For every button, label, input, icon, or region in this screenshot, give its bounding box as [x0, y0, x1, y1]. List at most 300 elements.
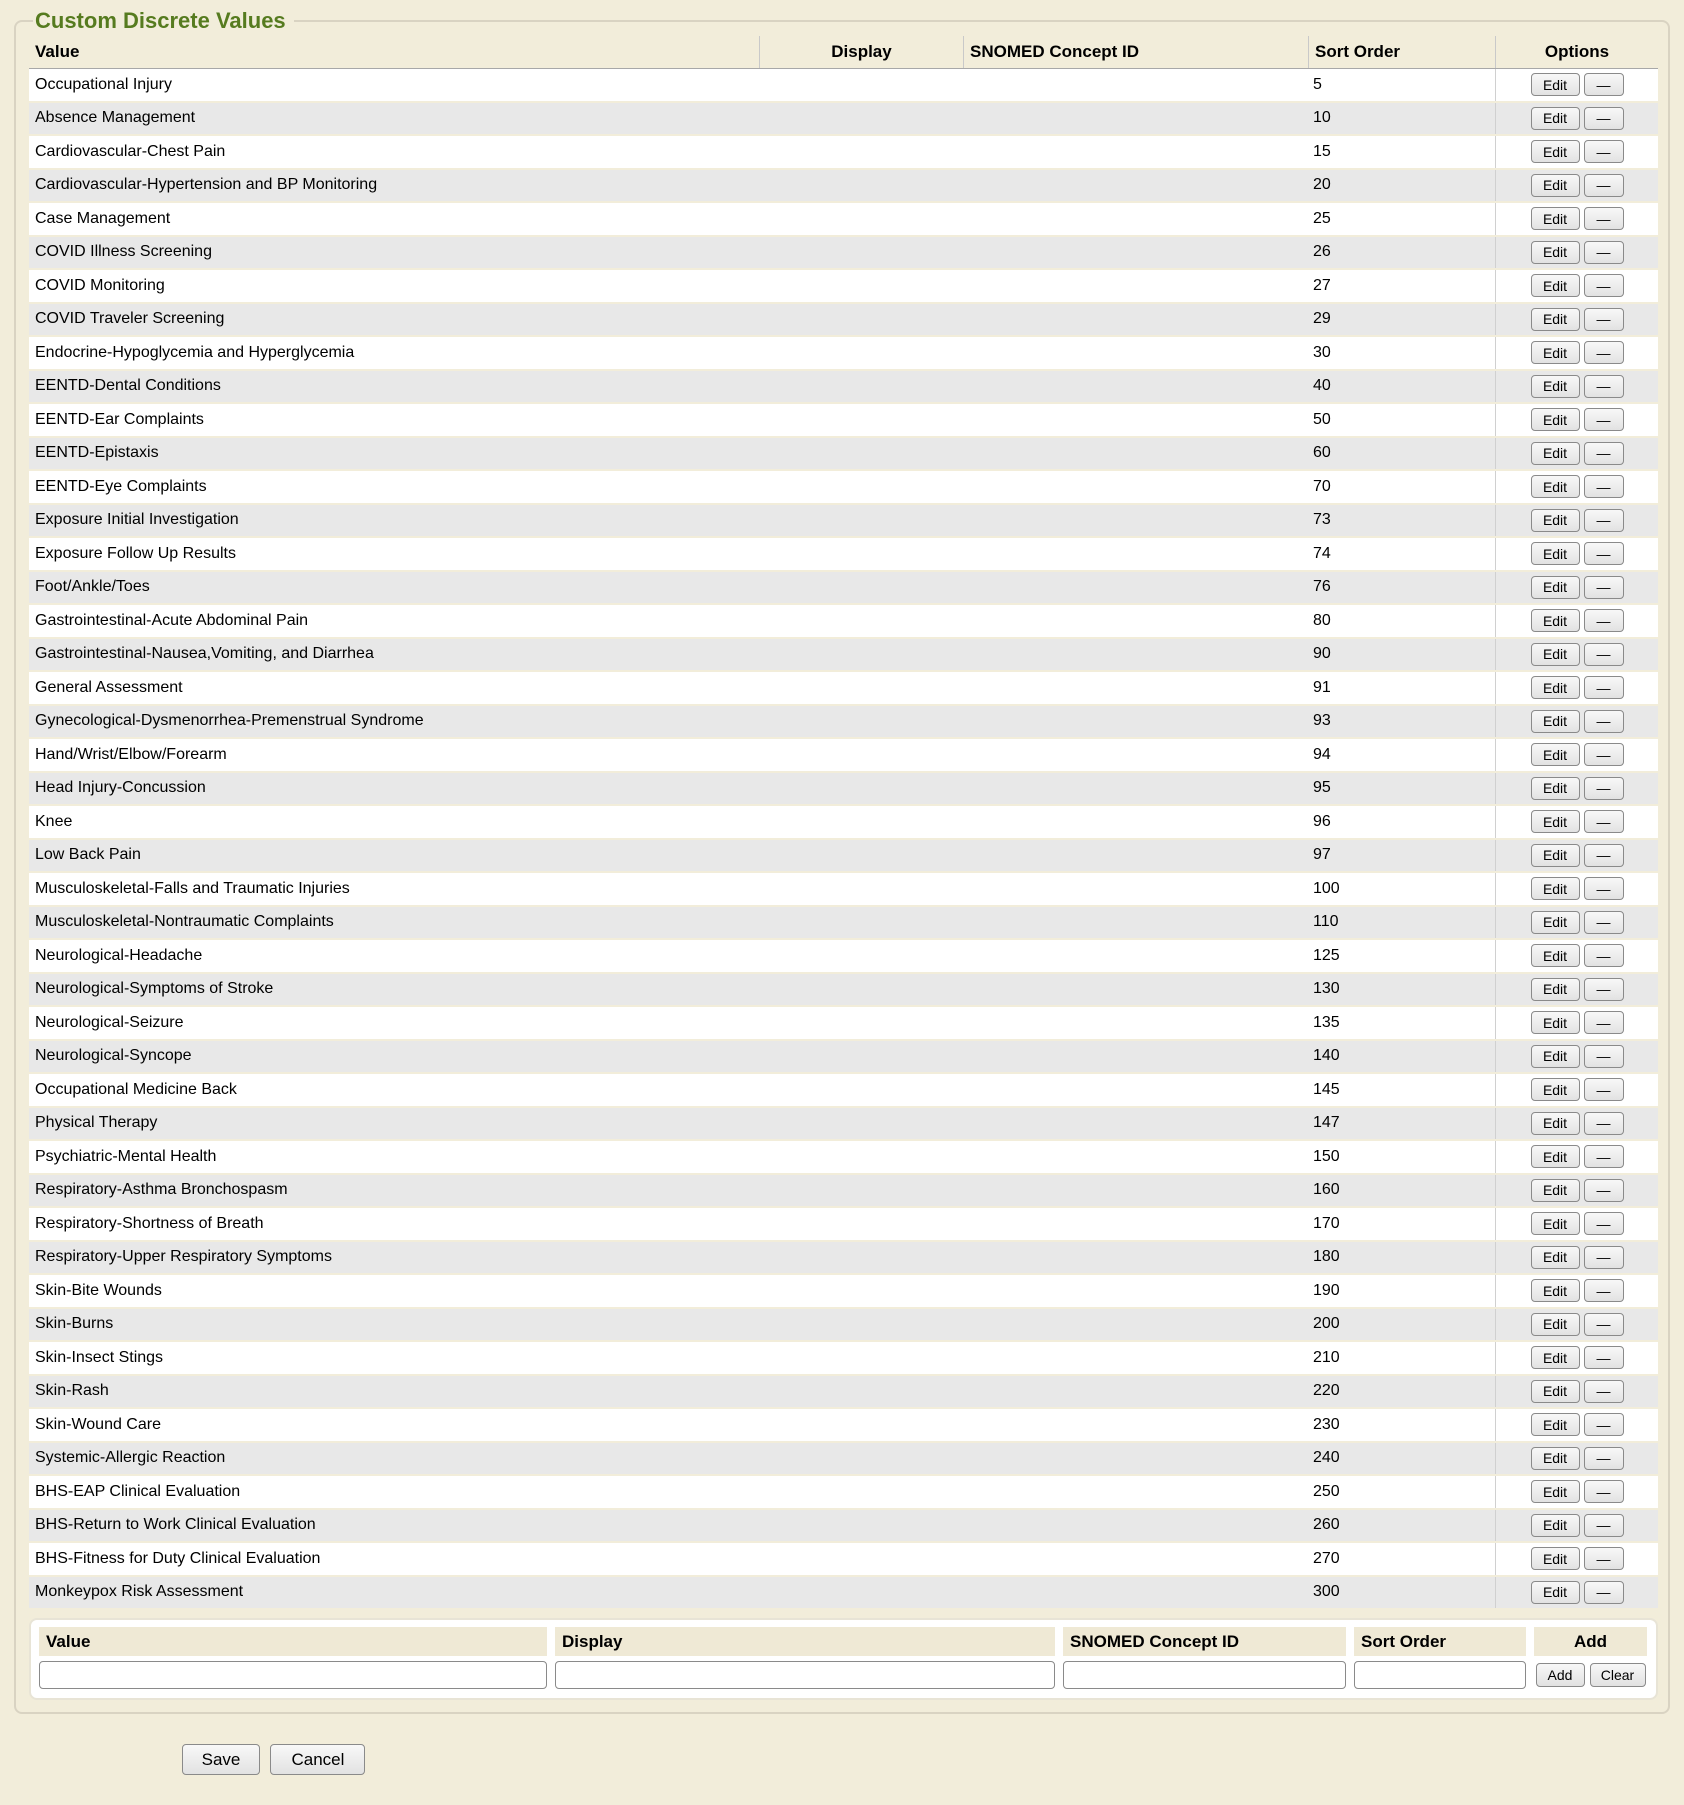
- remove-button[interactable]: —: [1584, 1112, 1624, 1135]
- row-sort-order: 190: [1313, 1281, 1340, 1299]
- edit-button[interactable]: Edit: [1531, 1112, 1580, 1135]
- table-row: [29, 1476, 1658, 1510]
- edit-button[interactable]: Edit: [1531, 911, 1580, 934]
- table-row: [29, 471, 1658, 505]
- add-header-display: Display: [555, 1627, 1055, 1656]
- snomed-concept-id-input[interactable]: [1063, 1661, 1346, 1689]
- remove-button[interactable]: —: [1584, 1346, 1624, 1369]
- table-row: [29, 1577, 1658, 1611]
- row-options: [1495, 1510, 1658, 1542]
- edit-button[interactable]: Edit: [1531, 274, 1580, 297]
- edit-button[interactable]: Edit: [1531, 676, 1580, 699]
- row-sort-order: 73: [1313, 511, 1331, 529]
- table-row: [29, 974, 1658, 1008]
- table-row: [29, 773, 1658, 807]
- row-options: [1495, 371, 1658, 403]
- column-header-sort-order: Sort Order: [1308, 36, 1495, 68]
- row-options: [1495, 1443, 1658, 1475]
- table-row: [29, 639, 1658, 673]
- table-row: [29, 203, 1658, 237]
- row-value: Monkeypox Risk Assessment: [35, 1583, 244, 1601]
- edit-button[interactable]: Edit: [1531, 241, 1580, 264]
- row-options: [1495, 1577, 1658, 1609]
- remove-button[interactable]: —: [1584, 877, 1624, 900]
- remove-button[interactable]: —: [1584, 1380, 1624, 1403]
- row-value: Gastrointestinal-Acute Abdominal Pain: [35, 611, 309, 629]
- row-sort-order: 210: [1313, 1348, 1340, 1366]
- row-sort-order: 130: [1313, 980, 1340, 998]
- edit-button[interactable]: Edit: [1531, 408, 1580, 431]
- edit-button[interactable]: Edit: [1531, 1514, 1580, 1537]
- row-options: [1495, 1543, 1658, 1575]
- row-sort-order: 100: [1313, 879, 1340, 897]
- row-value: COVID Monitoring: [35, 276, 165, 294]
- edit-button[interactable]: Edit: [1531, 73, 1580, 96]
- edit-button[interactable]: Edit: [1531, 576, 1580, 599]
- row-sort-order: 260: [1313, 1516, 1340, 1534]
- row-sort-order: 200: [1313, 1315, 1340, 1333]
- table-row: [29, 605, 1658, 639]
- row-options: [1495, 1342, 1658, 1374]
- remove-button[interactable]: —: [1584, 944, 1624, 967]
- edit-button[interactable]: Edit: [1531, 1078, 1580, 1101]
- column-header-value: Value: [35, 42, 80, 61]
- edit-button[interactable]: Edit: [1531, 308, 1580, 331]
- row-value: COVID Traveler Screening: [35, 310, 225, 328]
- row-options: [1495, 237, 1658, 269]
- add-button[interactable]: Add: [1536, 1663, 1585, 1687]
- row-sort-order: 70: [1313, 477, 1331, 495]
- row-options: [1495, 1141, 1658, 1173]
- row-sort-order: 250: [1313, 1482, 1340, 1500]
- column-header-display: Display: [759, 36, 963, 68]
- row-options: [1495, 505, 1658, 537]
- row-options: [1495, 672, 1658, 704]
- row-options: [1495, 1242, 1658, 1274]
- row-options: [1495, 1175, 1658, 1207]
- remove-button[interactable]: —: [1584, 1279, 1624, 1302]
- remove-button[interactable]: —: [1584, 107, 1624, 130]
- remove-button[interactable]: —: [1584, 1011, 1624, 1034]
- remove-button[interactable]: —: [1584, 140, 1624, 163]
- edit-button[interactable]: Edit: [1531, 609, 1580, 632]
- footer-actions: [182, 1744, 1684, 1775]
- row-sort-order: 76: [1313, 578, 1331, 596]
- row-sort-order: 140: [1313, 1047, 1340, 1065]
- add-header-value: Value: [39, 1627, 547, 1656]
- remove-button[interactable]: —: [1584, 509, 1624, 532]
- row-sort-order: 5: [1313, 75, 1322, 93]
- table-row: [29, 136, 1658, 170]
- table-row: [29, 1007, 1658, 1041]
- table-row: [29, 1309, 1658, 1343]
- edit-button[interactable]: Edit: [1531, 1447, 1580, 1470]
- row-value: Musculoskeletal-Nontraumatic Complaints: [35, 913, 334, 931]
- add-buttons-group: [1534, 1663, 1647, 1687]
- table-row: [29, 940, 1658, 974]
- edit-button[interactable]: Edit: [1531, 375, 1580, 398]
- table-row: [29, 706, 1658, 740]
- row-options: [1495, 337, 1658, 369]
- table-row: [29, 1443, 1658, 1477]
- edit-button[interactable]: Edit: [1531, 1212, 1580, 1235]
- row-sort-order: 94: [1313, 745, 1331, 763]
- sort-order-input[interactable]: [1354, 1661, 1526, 1689]
- row-value: Occupational Medicine Back: [35, 1080, 237, 1098]
- remove-button[interactable]: —: [1584, 643, 1624, 666]
- row-value: Respiratory-Asthma Bronchospasm: [35, 1181, 288, 1199]
- row-value: EENTD-Eye Complaints: [35, 477, 207, 495]
- table-row: [29, 404, 1658, 438]
- discrete-values-table: [29, 36, 1658, 1610]
- remove-button[interactable]: —: [1584, 844, 1624, 867]
- remove-button[interactable]: —: [1584, 1581, 1624, 1604]
- table-row: [29, 672, 1658, 706]
- row-value: Hand/Wrist/Elbow/Forearm: [35, 745, 227, 763]
- edit-button[interactable]: Edit: [1531, 710, 1580, 733]
- row-sort-order: 25: [1313, 209, 1331, 227]
- remove-button[interactable]: —: [1584, 341, 1624, 364]
- clear-button[interactable]: Clear: [1590, 1663, 1646, 1687]
- remove-button[interactable]: —: [1584, 408, 1624, 431]
- row-value: Knee: [35, 812, 73, 830]
- row-value: Occupational Injury: [35, 75, 172, 93]
- row-options: [1495, 170, 1658, 202]
- row-sort-order: 15: [1313, 142, 1331, 160]
- row-options: [1495, 69, 1658, 101]
- row-sort-order: 97: [1313, 846, 1331, 864]
- edit-button[interactable]: Edit: [1531, 1380, 1580, 1403]
- custom-discrete-values-panel: [14, 8, 1670, 1714]
- table-row: [29, 1208, 1658, 1242]
- row-value: Skin-Insect Stings: [35, 1348, 164, 1366]
- row-options: [1495, 304, 1658, 336]
- edit-button[interactable]: Edit: [1531, 1011, 1580, 1034]
- row-sort-order: 170: [1313, 1214, 1340, 1232]
- edit-button[interactable]: Edit: [1531, 107, 1580, 130]
- row-sort-order: 90: [1313, 645, 1331, 663]
- remove-button[interactable]: —: [1584, 1480, 1624, 1503]
- edit-button[interactable]: Edit: [1531, 1346, 1580, 1369]
- remove-button[interactable]: —: [1584, 542, 1624, 565]
- table-row: [29, 270, 1658, 304]
- remove-button[interactable]: —: [1584, 207, 1624, 230]
- remove-button[interactable]: —: [1584, 1413, 1624, 1436]
- edit-button[interactable]: Edit: [1531, 1045, 1580, 1068]
- row-options: [1495, 1476, 1658, 1508]
- edit-button[interactable]: Edit: [1531, 341, 1580, 364]
- edit-button[interactable]: Edit: [1531, 1145, 1580, 1168]
- row-value: EENTD-Epistaxis: [35, 444, 159, 462]
- table-row: [29, 538, 1658, 572]
- cancel-button[interactable]: Cancel: [270, 1744, 365, 1775]
- table-row: [29, 1141, 1658, 1175]
- row-options: [1495, 940, 1658, 972]
- row-options: [1495, 873, 1658, 905]
- table-row: [29, 505, 1658, 539]
- row-sort-order: 26: [1313, 243, 1331, 261]
- table-row: [29, 1409, 1658, 1443]
- row-value: Neurological-Symptoms of Stroke: [35, 980, 274, 998]
- row-options: [1495, 1275, 1658, 1307]
- table-row: [29, 1175, 1658, 1209]
- edit-button[interactable]: Edit: [1531, 542, 1580, 565]
- remove-button[interactable]: —: [1584, 1246, 1624, 1269]
- row-value: Physical Therapy: [35, 1114, 158, 1132]
- edit-button[interactable]: Edit: [1531, 1547, 1580, 1570]
- edit-button[interactable]: Edit: [1531, 475, 1580, 498]
- row-options: [1495, 739, 1658, 771]
- table-row: [29, 1376, 1658, 1410]
- edit-button[interactable]: Edit: [1531, 777, 1580, 800]
- table-row: [29, 806, 1658, 840]
- edit-button[interactable]: Edit: [1531, 743, 1580, 766]
- row-options: [1495, 1041, 1658, 1073]
- row-sort-order: 40: [1313, 377, 1331, 395]
- table-row: [29, 371, 1658, 405]
- row-options: [1495, 974, 1658, 1006]
- row-value: Systemic-Allergic Reaction: [35, 1449, 226, 1467]
- column-header-options: Options: [1495, 36, 1658, 68]
- remove-button[interactable]: —: [1584, 676, 1624, 699]
- table-row: [29, 907, 1658, 941]
- row-options: [1495, 706, 1658, 738]
- row-sort-order: 240: [1313, 1449, 1340, 1467]
- row-value: Gastrointestinal-Nausea,Vomiting, and Diarrhea: [35, 645, 374, 663]
- row-value: Skin-Burns: [35, 1315, 114, 1333]
- row-value: General Assessment: [35, 678, 183, 696]
- remove-button[interactable]: —: [1584, 475, 1624, 498]
- row-options: [1495, 136, 1658, 168]
- table-row: [29, 873, 1658, 907]
- row-sort-order: 74: [1313, 544, 1331, 562]
- remove-button[interactable]: —: [1584, 1447, 1624, 1470]
- row-options: [1495, 1007, 1658, 1039]
- remove-button[interactable]: —: [1584, 1313, 1624, 1336]
- table-row: [29, 1275, 1658, 1309]
- row-sort-order: 270: [1313, 1549, 1340, 1567]
- table-row: [29, 1342, 1658, 1376]
- row-sort-order: 50: [1313, 410, 1331, 428]
- row-value: EENTD-Dental Conditions: [35, 377, 221, 395]
- table-body: [29, 69, 1658, 1610]
- remove-button[interactable]: —: [1584, 710, 1624, 733]
- row-value: BHS-Fitness for Duty Clinical Evaluation: [35, 1549, 321, 1567]
- remove-button[interactable]: —: [1584, 1547, 1624, 1570]
- row-options: [1495, 773, 1658, 805]
- row-sort-order: 125: [1313, 946, 1340, 964]
- row-options: [1495, 1208, 1658, 1240]
- edit-button[interactable]: Edit: [1531, 1480, 1580, 1503]
- remove-button[interactable]: —: [1584, 609, 1624, 632]
- row-value: Low Back Pain: [35, 846, 141, 864]
- edit-button[interactable]: Edit: [1531, 810, 1580, 833]
- table-row: [29, 304, 1658, 338]
- edit-button[interactable]: Edit: [1531, 978, 1580, 1001]
- remove-button[interactable]: —: [1584, 1045, 1624, 1068]
- table-row: [29, 1041, 1658, 1075]
- edit-button[interactable]: Edit: [1531, 1581, 1580, 1604]
- row-value: Case Management: [35, 209, 171, 227]
- row-options: [1495, 1108, 1658, 1140]
- table-row: [29, 1510, 1658, 1544]
- row-options: [1495, 840, 1658, 872]
- row-value: Respiratory-Upper Respiratory Symptoms: [35, 1248, 332, 1266]
- save-button[interactable]: Save: [182, 1744, 260, 1775]
- row-sort-order: 220: [1313, 1382, 1340, 1400]
- row-sort-order: 150: [1313, 1147, 1340, 1165]
- edit-button[interactable]: Edit: [1531, 877, 1580, 900]
- table-row: [29, 170, 1658, 204]
- row-options: [1495, 572, 1658, 604]
- row-options: [1495, 538, 1658, 570]
- edit-button[interactable]: Edit: [1531, 207, 1580, 230]
- row-sort-order: 147: [1313, 1114, 1340, 1132]
- row-value: EENTD-Ear Complaints: [35, 410, 204, 428]
- row-sort-order: 80: [1313, 611, 1331, 629]
- row-value: Cardiovascular-Hypertension and BP Monitoring: [35, 176, 378, 194]
- edit-button[interactable]: Edit: [1531, 174, 1580, 197]
- table-row: [29, 69, 1658, 103]
- remove-button[interactable]: —: [1584, 174, 1624, 197]
- row-sort-order: 60: [1313, 444, 1331, 462]
- edit-button[interactable]: Edit: [1531, 1413, 1580, 1436]
- table-row: [29, 572, 1658, 606]
- table-row: [29, 840, 1658, 874]
- row-sort-order: 145: [1313, 1080, 1340, 1098]
- row-sort-order: 135: [1313, 1013, 1340, 1031]
- row-sort-order: 29: [1313, 310, 1331, 328]
- row-value: Skin-Bite Wounds: [35, 1281, 162, 1299]
- remove-button[interactable]: —: [1584, 1514, 1624, 1537]
- row-options: [1495, 1376, 1658, 1408]
- remove-button[interactable]: —: [1584, 274, 1624, 297]
- table-row: [29, 1074, 1658, 1108]
- display-input[interactable]: [555, 1661, 1055, 1689]
- row-value: Exposure Follow Up Results: [35, 544, 236, 562]
- table-row: [29, 237, 1658, 271]
- row-value: Cardiovascular-Chest Pain: [35, 142, 226, 160]
- remove-button[interactable]: —: [1584, 1212, 1624, 1235]
- remove-button[interactable]: —: [1584, 911, 1624, 934]
- remove-button[interactable]: —: [1584, 978, 1624, 1001]
- row-value: Psychiatric-Mental Health: [35, 1147, 217, 1165]
- remove-button[interactable]: —: [1584, 1078, 1624, 1101]
- row-sort-order: 300: [1313, 1583, 1340, 1601]
- remove-button[interactable]: —: [1584, 777, 1624, 800]
- edit-button[interactable]: Edit: [1531, 140, 1580, 163]
- table-row: [29, 1543, 1658, 1577]
- row-sort-order: 30: [1313, 343, 1331, 361]
- row-sort-order: 91: [1313, 678, 1331, 696]
- edit-button[interactable]: Edit: [1531, 509, 1580, 532]
- table-row: [29, 337, 1658, 371]
- row-sort-order: 93: [1313, 712, 1331, 730]
- remove-button[interactable]: —: [1584, 743, 1624, 766]
- row-options: [1495, 270, 1658, 302]
- table-row: [29, 739, 1658, 773]
- remove-button[interactable]: —: [1584, 308, 1624, 331]
- row-value: Skin-Rash: [35, 1382, 109, 1400]
- edit-button[interactable]: Edit: [1531, 643, 1580, 666]
- row-options: [1495, 1409, 1658, 1441]
- edit-button[interactable]: Edit: [1531, 1279, 1580, 1302]
- table-row: [29, 1242, 1658, 1276]
- edit-button[interactable]: Edit: [1531, 944, 1580, 967]
- row-value: Foot/Ankle/Toes: [35, 578, 150, 596]
- table-row: [29, 103, 1658, 137]
- row-sort-order: 110: [1313, 913, 1339, 931]
- remove-button[interactable]: —: [1584, 1179, 1624, 1202]
- row-value: Head Injury-Concussion: [35, 779, 206, 797]
- row-options: [1495, 438, 1658, 470]
- add-entry-box: [29, 1618, 1658, 1700]
- page-title: Custom Discrete Values: [35, 8, 286, 33]
- row-value: COVID Illness Screening: [35, 243, 212, 261]
- row-options: [1495, 103, 1658, 135]
- row-options: [1495, 404, 1658, 436]
- row-options: [1495, 1074, 1658, 1106]
- row-sort-order: 180: [1313, 1248, 1340, 1266]
- remove-button[interactable]: —: [1584, 442, 1624, 465]
- edit-button[interactable]: Edit: [1531, 1179, 1580, 1202]
- row-value: BHS-EAP Clinical Evaluation: [35, 1482, 241, 1500]
- row-value: Respiratory-Shortness of Breath: [35, 1214, 264, 1232]
- edit-button[interactable]: Edit: [1531, 1246, 1580, 1269]
- row-options: [1495, 471, 1658, 503]
- row-options: [1495, 605, 1658, 637]
- row-value: Exposure Initial Investigation: [35, 511, 239, 529]
- row-sort-order: 10: [1313, 109, 1331, 127]
- remove-button[interactable]: —: [1584, 241, 1624, 264]
- add-header-add: Add: [1534, 1627, 1647, 1656]
- row-value: Skin-Wound Care: [35, 1415, 161, 1433]
- row-sort-order: 27: [1313, 276, 1331, 294]
- edit-button[interactable]: Edit: [1531, 1313, 1580, 1336]
- value-input[interactable]: [39, 1661, 547, 1689]
- row-options: [1495, 806, 1658, 838]
- row-sort-order: 20: [1313, 176, 1331, 194]
- remove-button[interactable]: —: [1584, 375, 1624, 398]
- row-sort-order: 96: [1313, 812, 1331, 830]
- row-value: Musculoskeletal-Falls and Traumatic Injuries: [35, 879, 350, 897]
- row-value: BHS-Return to Work Clinical Evaluation: [35, 1516, 316, 1534]
- row-sort-order: 160: [1313, 1181, 1340, 1199]
- edit-button[interactable]: Edit: [1531, 442, 1580, 465]
- edit-button[interactable]: Edit: [1531, 844, 1580, 867]
- row-value: Neurological-Seizure: [35, 1013, 184, 1031]
- row-options: [1495, 1309, 1658, 1341]
- remove-button[interactable]: —: [1584, 810, 1624, 833]
- remove-button[interactable]: —: [1584, 576, 1624, 599]
- remove-button[interactable]: —: [1584, 1145, 1624, 1168]
- table-row: [29, 438, 1658, 472]
- row-options: [1495, 203, 1658, 235]
- table-header-row: [29, 36, 1658, 69]
- add-header-snomed: SNOMED Concept ID: [1063, 1627, 1346, 1656]
- row-sort-order: 230: [1313, 1415, 1340, 1433]
- column-header-snomed: SNOMED Concept ID: [963, 36, 1308, 68]
- row-value: Absence Management: [35, 109, 196, 127]
- row-options: [1495, 639, 1658, 671]
- row-value: Gynecological-Dysmenorrhea-Premenstrual Syndrome: [35, 712, 424, 730]
- add-header-sort-order: Sort Order: [1354, 1627, 1526, 1656]
- row-sort-order: 95: [1313, 779, 1331, 797]
- remove-button[interactable]: —: [1584, 73, 1624, 96]
- row-options: [1495, 907, 1658, 939]
- table-row: [29, 1108, 1658, 1142]
- row-value: Neurological-Syncope: [35, 1047, 192, 1065]
